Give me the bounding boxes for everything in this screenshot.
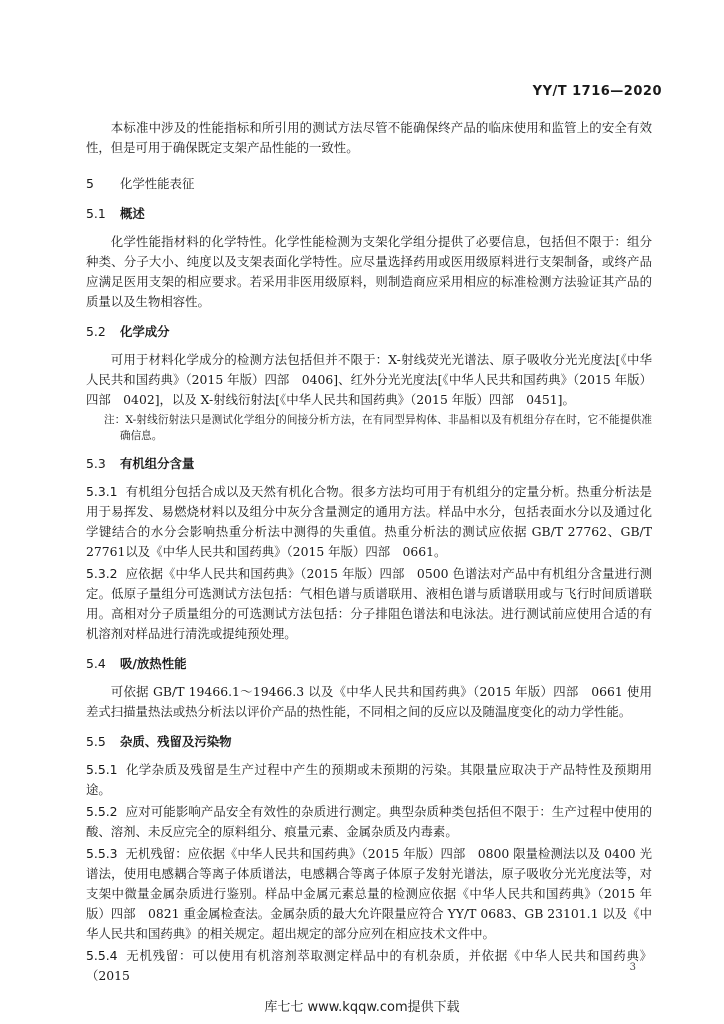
clause-text: 应依据《中华人民共和国药典》（2015 年版）四部 0500 色谱法对产品中有机组分含量进行测定。低原子量组分可选测试方法包括：气相色谱与质谱联用、液相色谱与质谱联用或与飞行时间质谱联用。高相对分子质量组分的可选测试方法包括：分子排阻色谱法和电泳法。进行测试前应使用合适的有机溶剂对样品进行清洗或提纯预处理。: [86, 566, 652, 641]
clause-5-5-3: [86, 844, 652, 944]
section-5-3-heading: [86, 454, 652, 474]
clause-text: 有机组分包括合成以及天然有机化合物。很多方法均可用于有机组分的定量分析。热重分析法是用于易挥发、易燃烧材料以及组分中灰分含量测定的通用方法。样品中水分，包括表面水分以及通过化学键结合的水分会影响热重分析法中测得的失重值。热重分析法的测试应依据 GB/T 27762、GB/T 27761以及《中华人民共和国药典》（2015 年版）四部 0661。: [86, 484, 652, 559]
section-5-2-heading: [86, 322, 652, 342]
clause-5-3-2: [86, 564, 652, 644]
clause-text: 化学杂质及残留是生产过程中产生的预期或未预期的污染。其限量应取决于产品特性及预期用途。: [86, 762, 652, 797]
clause-text: 应对可能影响产品安全有效性的杂质进行测定。典型杂质种类包括但不限于：生产过程中使用的酸、溶剂、未反应完全的原料组分、痕量元素、金属杂质及内毒素。: [86, 804, 652, 839]
standard-number: YY/T 1716—2020: [532, 84, 662, 99]
clause-number: 5.5.3: [86, 846, 118, 861]
section-number: 5.2: [86, 324, 106, 339]
document-body: [86, 118, 652, 986]
intro-paragraph: 本标准中涉及的性能指标和所引用的测试方法尽管不能确保终产品的临床使用和监管上的安全有效性，但是可用于确保既定支架产品性能的一致性。: [86, 120, 652, 155]
section-5-1-heading: [86, 204, 652, 224]
clause-text: 无机残留：应依据《中华人民共和国药典》（2015 年版）四部 0800 限量检测法以及 0400 光谱法，使用电感耦合等离子体质谱法，电感耦合等离子体原子发射光谱法，原子吸收分光光度法等，对支架中微量金属杂质进行鉴别。样品中金属元素总量的检测应依据《中华人民共和国药典》（2015 年版）四部 0821 重金属检查法。金属杂质的最大允许限量应符合 YY/T 0683、GB 23101.1 以及《中华人民共和国药典》的相关规定。超出规定的部分应列在相应技术文件中。: [86, 846, 652, 941]
section-title: 杂质、残留及污染物: [120, 734, 232, 749]
section-number: 5.4: [86, 656, 106, 671]
clause-5-5-4: [86, 946, 652, 986]
section-5-heading: [86, 174, 652, 194]
section-title: 概述: [120, 206, 145, 221]
page-number: 3: [629, 962, 636, 973]
clause-text: 无机残留：可以使用有机溶剂萃取测定样品中的有机杂质，并依据《中华人民共和国药典》（2015: [86, 948, 652, 983]
section-5-2-paragraph: 可用于材料化学成分的检测方法包括但并不限于：X-射线荧光光谱法、原子吸收分光光度法[《中华人民共和国药典》（2015 年版）四部 0406]、红外分光光度法[《中华人民共和国药典》（2015 年版）四部 0402]，以及 X-射线衍射法[《中华人民共和国药典》（2015 年版）四部 0451]。: [86, 352, 652, 407]
footer-download-notice: 库七七 www.kqqw.com提供下载: [264, 1000, 460, 1015]
section-title: 有机组分含量: [120, 456, 195, 471]
section-5-1-paragraph: 化学性能指材料的化学特性。化学性能检测为支架化学组分提供了必要信息，包括但不限于：组分种类、分子大小、纯度以及支架表面化学特性。应尽量选择药用或医用级原料进行支架制备，或终产品应满足医用支架的相应要求。若采用非医用级原料，则制造商应采用相应的标准检测方法验证其产品的质量以及生物相容性。: [86, 234, 652, 309]
section-number: 5: [86, 176, 94, 191]
section-5-5-heading: [86, 732, 652, 752]
clause-number: 5.3.1: [86, 484, 118, 499]
section-5-2-note: 注：X-射线衍射法只是测试化学组分的间接分析方法，在有同型异构体、非晶相以及有机组分存在时，它不能提供准确信息。: [104, 414, 652, 442]
section-title: 吸/放热性能: [120, 656, 187, 671]
clause-5-3-1: [86, 482, 652, 562]
clause-number: 5.3.2: [86, 566, 118, 581]
section-title: 化学性能表征: [120, 176, 195, 191]
section-5-4-paragraph: 可依据 GB/T 19466.1～19466.3 以及《中华人民共和国药典》（2015 年版）四部 0661 使用差式扫描量热法或热分析法以评价产品的热性能，不同相之间的反应以及随温度变化的动力学性能。: [86, 684, 652, 719]
clause-number: 5.5.2: [86, 804, 118, 819]
section-number: 5.1: [86, 206, 106, 221]
section-5-4-heading: [86, 654, 652, 674]
clause-5-5-2: [86, 802, 652, 842]
section-number: 5.5: [86, 734, 106, 749]
section-title: 化学成分: [120, 324, 170, 339]
clause-number: 5.5.1: [86, 762, 118, 777]
clause-5-5-1: [86, 760, 652, 800]
section-number: 5.3: [86, 456, 106, 471]
clause-number: 5.5.4: [86, 948, 118, 963]
